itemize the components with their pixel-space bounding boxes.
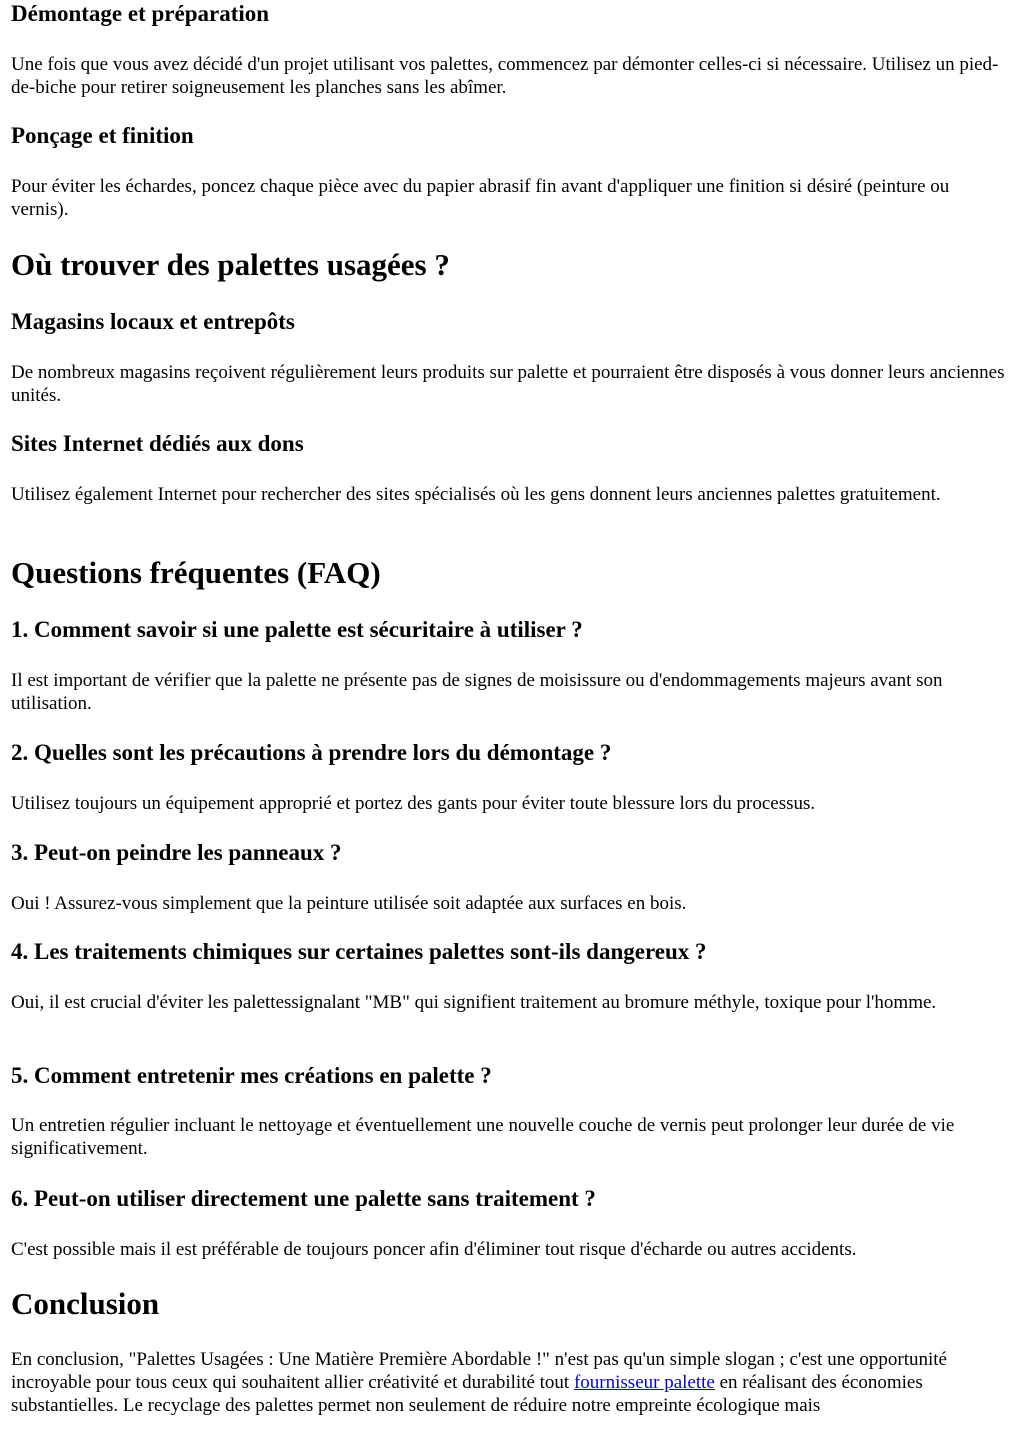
section-title-poncage: Ponçage et finition <box>11 123 194 148</box>
section-title-sites: Sites Internet dédiés aux dons <box>11 431 304 456</box>
paragraph-sites: Utilisez également Internet pour rechercher des sites spécialisés où les gens donnent leurs anciennes palettes gratuitement. <box>11 484 941 505</box>
paragraph-demontage: Une fois que vous avez décidé d'un projet utilisant vos palettes, commencez par démonter celles-ci si nécessaire. Utilisez un pied-de-biche pour retirer soigneusement les planches sans les abîmer. <box>11 54 999 98</box>
heading-trouver-palettes: Où trouver des palettes usagées ? <box>11 247 450 282</box>
heading-conclusion: Conclusion <box>11 1286 160 1321</box>
faq-answer-6: C'est possible mais il est préférable de toujours poncer afin d'éliminer tout risque d'écharde ou autres accidents. <box>11 1239 857 1260</box>
paragraph-conclusion <box>11 1348 1010 1417</box>
faq-question-5: 5. Comment entretenir mes créations en palette ? <box>11 1063 492 1088</box>
faq-question-2: 2. Quelles sont les précautions à prendre lors du démontage ? <box>11 740 612 765</box>
conclusion-text-start: En conclusion, "Palettes Usagées : Une Matière Première Abordable !" n'est pas qu'un simple slogan ; c'est une opportunité incroyable pour tous ceux qui souhaitent allier créativité et durabilité tout <box>11 1349 947 1393</box>
faq-answer-4: Oui, il est crucial d'éviter les palettessignalant "MB" qui signifient traitement au bromure méthyle, toxique pour l'homme. <box>11 992 937 1013</box>
faq-answer-1: Il est important de vérifier que la palette ne présente pas de signes de moisissure ou d'endommagements majeurs avant son utilisation. <box>11 670 943 714</box>
conclusion-text-end: en réalisant des économies substantielles. Le recyclage des palettes permet non seulement de réduire notre empreinte écologique mais <box>11 1372 923 1416</box>
section-title-demontage: Démontage et préparation <box>11 1 270 26</box>
heading-faq: Questions fréquentes (FAQ) <box>11 555 381 590</box>
faq-answer-2: Utilisez toujours un équipement approprié et portez des gants pour éviter toute blessure lors du processus. <box>11 793 816 814</box>
faq-question-6: 6. Peut-on utiliser directement une palette sans traitement ? <box>11 1186 596 1211</box>
faq-answer-5: Un entretien régulier incluant le nettoyage et éventuellement une nouvelle couche de vernis peut prolonger leur durée de vie significativement. <box>11 1115 955 1159</box>
faq-answer-3: Oui ! Assurez-vous simplement que la peinture utilisée soit adaptée aux surfaces en bois. <box>11 893 687 914</box>
faq-question-1: 1. Comment savoir si une palette est sécuritaire à utiliser ? <box>11 617 583 642</box>
faq-question-3: 3. Peut-on peindre les panneaux ? <box>11 840 342 865</box>
fournisseur-palette-link[interactable]: fournisseur palette <box>573 1372 715 1393</box>
faq-question-4: 4. Les traitements chimiques sur certaines palettes sont-ils dangereux ? <box>11 939 707 964</box>
paragraph-magasins: De nombreux magasins reçoivent régulièrement leurs produits sur palette et pourraient être disposés à vous donner leurs anciennes unités. <box>11 362 1005 406</box>
paragraph-poncage: Pour éviter les échardes, poncez chaque pièce avec du papier abrasif fin avant d'appliquer une finition si désiré (peinture ou vernis). <box>11 176 950 220</box>
section-title-magasins: Magasins locaux et entrepôts <box>11 309 295 334</box>
